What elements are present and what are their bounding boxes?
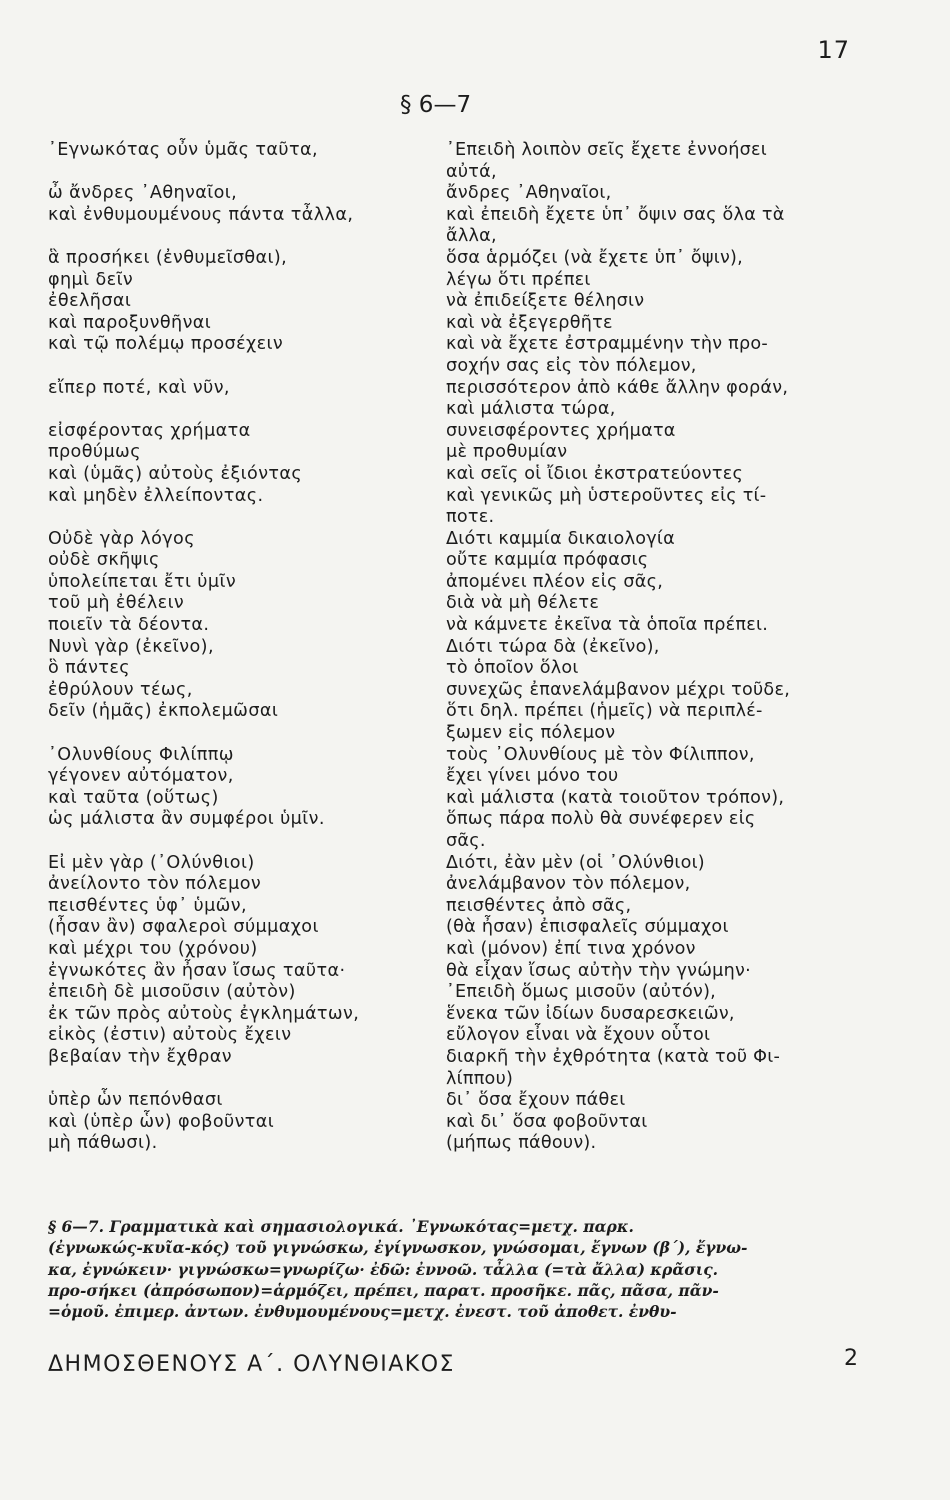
section-heading: § 6—7: [400, 92, 472, 118]
translation-line: θὰ εἶχαν ἴσως αὐτὴν τὴν γνώμην·: [446, 960, 751, 981]
greek-original-column: [48, 140, 428, 1155]
translation-line: ἕνεκα τῶν ἰδίων δυσαρεσκειῶν,: [446, 1003, 735, 1024]
text-line: Εἰ μὲν γὰρ (᾿Ολύνθιοι): [48, 852, 255, 873]
text-line: εἰσφέροντας χρήματα: [48, 420, 251, 441]
translation-line: ἔχει γίνει μόνο του: [446, 766, 619, 787]
translation-line: ὅπως πάρα πολὺ θὰ συνέφερεν εἰς: [446, 809, 756, 830]
text-line: ὃ πάντες: [48, 658, 131, 679]
translation-line: καὶ μάλιστα (κατὰ τοιοῦτον τρόπον),: [446, 787, 785, 808]
translation-line: καὶ νὰ ἐξεγερθῆτε: [446, 312, 613, 333]
text-line: ἐθελῆσαι: [48, 291, 132, 312]
grammar-notes: [48, 1216, 878, 1322]
translation-line: μὲ προθυμίαν: [446, 442, 568, 463]
text-line: ἐγνωκότες ἂν ἦσαν ἴσως ταῦτα·: [48, 960, 346, 981]
text-line: [48, 399, 428, 421]
footer-title: ΔΗΜΟΣΘΕΝΟΥΣ Α΄. ΟΛΥΝΘΙΑΚΟΣ: [48, 1352, 455, 1377]
text-line: ἐκ τῶν πρὸς αὐτοὺς ἐγκλημάτων,: [48, 1003, 360, 1024]
translation-line: τὸ ὁποῖον ὅλοι: [446, 658, 579, 679]
text-line: ποιεῖν τὰ δέοντα.: [48, 615, 210, 636]
translation-line: ἄλλα,: [446, 226, 497, 247]
translation-line: νὰ κάμνετε ἐκεῖνα τὰ ὁποῖα πρέπει.: [446, 615, 769, 636]
text-line: προθύμως: [48, 442, 141, 463]
text-line: καὶ ἐνθυμουμένους πάντα τἆλλα,: [48, 204, 354, 225]
translation-line: (μήπως πάθουν).: [446, 1133, 597, 1154]
translation-line: συνεχῶς ἐπανελάμβανον μέχρι τοῦδε,: [446, 679, 791, 700]
text-line: ἐπειδὴ δὲ μισοῦσιν (αὐτὸν): [48, 982, 296, 1003]
text-line: ᾿Ολυνθίους Φιλίππῳ: [48, 744, 234, 765]
translation-line: συνεισφέροντες χρήματα: [446, 420, 676, 441]
translation-line: καὶ σεῖς οἱ ἴδιοι ἐκστρατεύοντες: [446, 463, 744, 484]
translation-line: ὅτι δηλ. πρέπει (ἡμεῖς) νὰ περιπλέ-: [446, 701, 763, 722]
note-line: προ-σήκει (ἀπρόσωπον)=ἁρμόζει, πρέπει, παρατ. προσῆκε. πᾶς, πᾶσα, πᾶν-: [48, 1280, 719, 1300]
translation-line: πεισθέντες ἀπὸ σᾶς,: [446, 895, 632, 916]
note-line: (ἐγνωκώς-κυῖα-κός) τοῦ γιγνώσκω, ἐγίγνωσκον, γνώσομαι, ἔγνων (β΄), ἔγνω-: [48, 1238, 748, 1258]
translation-line: καὶ δι᾿ ὅσα φοβοῦνται: [446, 1111, 648, 1132]
text-line: εἴπερ ποτέ, καὶ νῦν,: [48, 377, 230, 398]
text-line: Οὐδὲ γὰρ λόγος: [48, 528, 195, 549]
text-line: (ἦσαν ἂν) σφαλεροὶ σύμμαχοι: [48, 917, 319, 938]
footer-number: 2: [844, 1346, 858, 1371]
translation-line: εὔλογον εἶναι νὰ ἔχουν οὗτοι: [446, 1025, 711, 1046]
translation-line: Διότι καμμία δικαιολογία: [446, 528, 675, 549]
text-line: καὶ ταῦτα (οὕτως): [48, 787, 219, 808]
note-line: § 6—7. Γραμματικὰ καὶ σημασιολογικά. ᾿Εγνωκότας=μετχ. παρκ.: [48, 1217, 634, 1236]
translation-line: (θὰ ἦσαν) ἐπισφαλεῖς σύμμαχοι: [446, 917, 729, 938]
text-line: [48, 831, 428, 853]
translation-line: ποτε.: [446, 507, 495, 528]
note-line: =ὁμοῦ. ἐπιμερ. ἀντων. ἐνθυμουμένους=μετχ. ἐνεστ. τοῦ ἀποθετ. ἐνθυ-: [48, 1302, 677, 1322]
translation-line: ᾿Επειδὴ ὅμως μισοῦν (αὐτόν),: [446, 982, 717, 1003]
text-line: πεισθέντες ὑφ᾿ ὑμῶν,: [48, 895, 248, 916]
page-number: 17: [817, 36, 850, 64]
translation-line: σοχήν σας εἰς τὸν πόλεμον,: [446, 355, 697, 376]
translation-line: διὰ νὰ μὴ θέλετε: [446, 593, 600, 614]
translation-line: τοὺς ᾿Ολυνθίους μὲ τὸν Φίλιππον,: [446, 744, 755, 765]
translation-line: λέγω ὅτι πρέπει: [446, 269, 591, 290]
text-line: Νυνὶ γὰρ (ἐκεῖνο),: [48, 636, 214, 657]
text-line: [48, 723, 428, 745]
translation-line: καὶ (μόνον) ἐπί τινα χρόνον: [446, 938, 696, 959]
text-line: [48, 507, 428, 529]
text-line: ἐθρύλουν τέως,: [48, 679, 193, 700]
translation-line: ἄνδρες ᾿Αθηναῖοι,: [446, 183, 612, 204]
text-line: βεβαίαν τὴν ἔχθραν: [48, 1046, 232, 1067]
text-line: οὐδὲ σκῆψις: [48, 550, 160, 571]
text-line: [48, 1069, 428, 1091]
text-line: γέγονεν αὐτόματον,: [48, 766, 234, 787]
translation-line: καὶ ἐπειδὴ ἔχετε ὑπ᾿ ὄψιν σας ὅλα τὰ: [446, 204, 785, 225]
text-line: ὑπὲρ ὧν πεπόνθασι: [48, 1090, 223, 1111]
text-line: [48, 162, 428, 184]
text-line: [48, 226, 428, 248]
text-line: καὶ παροξυνθῆναι: [48, 312, 212, 333]
translation-line: δι᾿ ὅσα ἔχουν πάθει: [446, 1090, 626, 1111]
translation-line: ξωμεν εἰς πόλεμον: [446, 723, 616, 744]
translation-line: διαρκῆ τὴν ἐχθρότητα (κατὰ τοῦ Φι-: [446, 1046, 781, 1067]
text-line: εἰκὸς (ἐστιν) αὐτοὺς ἔχειν: [48, 1025, 292, 1046]
text-line: καὶ μέχρι του (χρόνου): [48, 938, 258, 959]
translation-line: αὐτά,: [446, 161, 497, 182]
text-line: ὡς μάλιστα ἂν συμφέροι ὑμῖν.: [48, 809, 325, 830]
translation-line: καὶ νὰ ἔχετε ἐστραμμένην τὴν προ-: [446, 334, 769, 355]
translation-line: οὔτε καμμία πρόφασις: [446, 550, 649, 571]
text-line: ὦ ἄνδρες ᾿Αθηναῖοι,: [48, 183, 238, 204]
text-line: τοῦ μὴ ἐθέλειν: [48, 593, 185, 614]
translation-line: καὶ γενικῶς μὴ ὑστεροῦντες εἰς τί-: [446, 485, 767, 506]
note-line: κα, ἐγνώκειν· γιγνώσκω=γνωρίζω· ἐδῶ: ἐννοῶ. τἆλλα (=τὰ ἄλλα) κρᾶσις.: [48, 1259, 719, 1279]
text-line: δεῖν (ἡμᾶς) ἐκπολεμῶσαι: [48, 701, 279, 722]
text-line: καὶ μηδὲν ἐλλείποντας.: [48, 485, 264, 506]
translation-line: Διότι τώρα δὰ (ἐκεῖνο),: [446, 636, 660, 657]
modern-translation-column: [446, 140, 866, 1155]
translation-line: ᾿Επειδὴ λοιπὸν σεῖς ἔχετε ἐννοήσει: [446, 140, 767, 160]
text-line: καὶ τῷ πολέμῳ προσέχειν: [48, 334, 284, 355]
text-line: μὴ πάθωσι).: [48, 1133, 158, 1154]
translation-line: Διότι, ἐὰν μὲν (οἱ ᾿Ολύνθιοι): [446, 852, 705, 873]
translation-line: ἀπομένει πλέον εἰς σᾶς,: [446, 571, 664, 592]
translation-line: λίππου): [446, 1068, 514, 1089]
text-line: ἀνείλοντο τὸν πόλεμον: [48, 874, 262, 895]
text-line: καὶ (ὑμᾶς) αὐτοὺς ἐξιόντας: [48, 463, 303, 484]
text-line: καὶ (ὑπὲρ ὧν) φοβοῦνται: [48, 1111, 275, 1132]
text-line: φημὶ δεῖν: [48, 269, 134, 290]
translation-line: σᾶς.: [446, 831, 486, 851]
translation-line: ἀνελάμβανον τὸν πόλεμον,: [446, 874, 691, 895]
text-line: ἃ προσήκει (ἐνθυμεῖσθαι),: [48, 247, 288, 268]
text-line: [48, 356, 428, 378]
translation-line: ὅσα ἁρμόζει (νὰ ἔχετε ὑπ᾿ ὄψιν),: [446, 247, 743, 268]
translation-line: καὶ μάλιστα τώρα,: [446, 399, 616, 420]
translation-line: νὰ ἐπιδείξετε θέλησιν: [446, 291, 645, 312]
translation-line: περισσότερον ἀπὸ κάθε ἄλλην φοράν,: [446, 377, 789, 398]
text-line: ᾿Εγνωκότας οὖν ὑμᾶς ταῦτα,: [48, 140, 318, 160]
text-line: ὑπολείπεται ἔτι ὑμῖν: [48, 571, 237, 592]
